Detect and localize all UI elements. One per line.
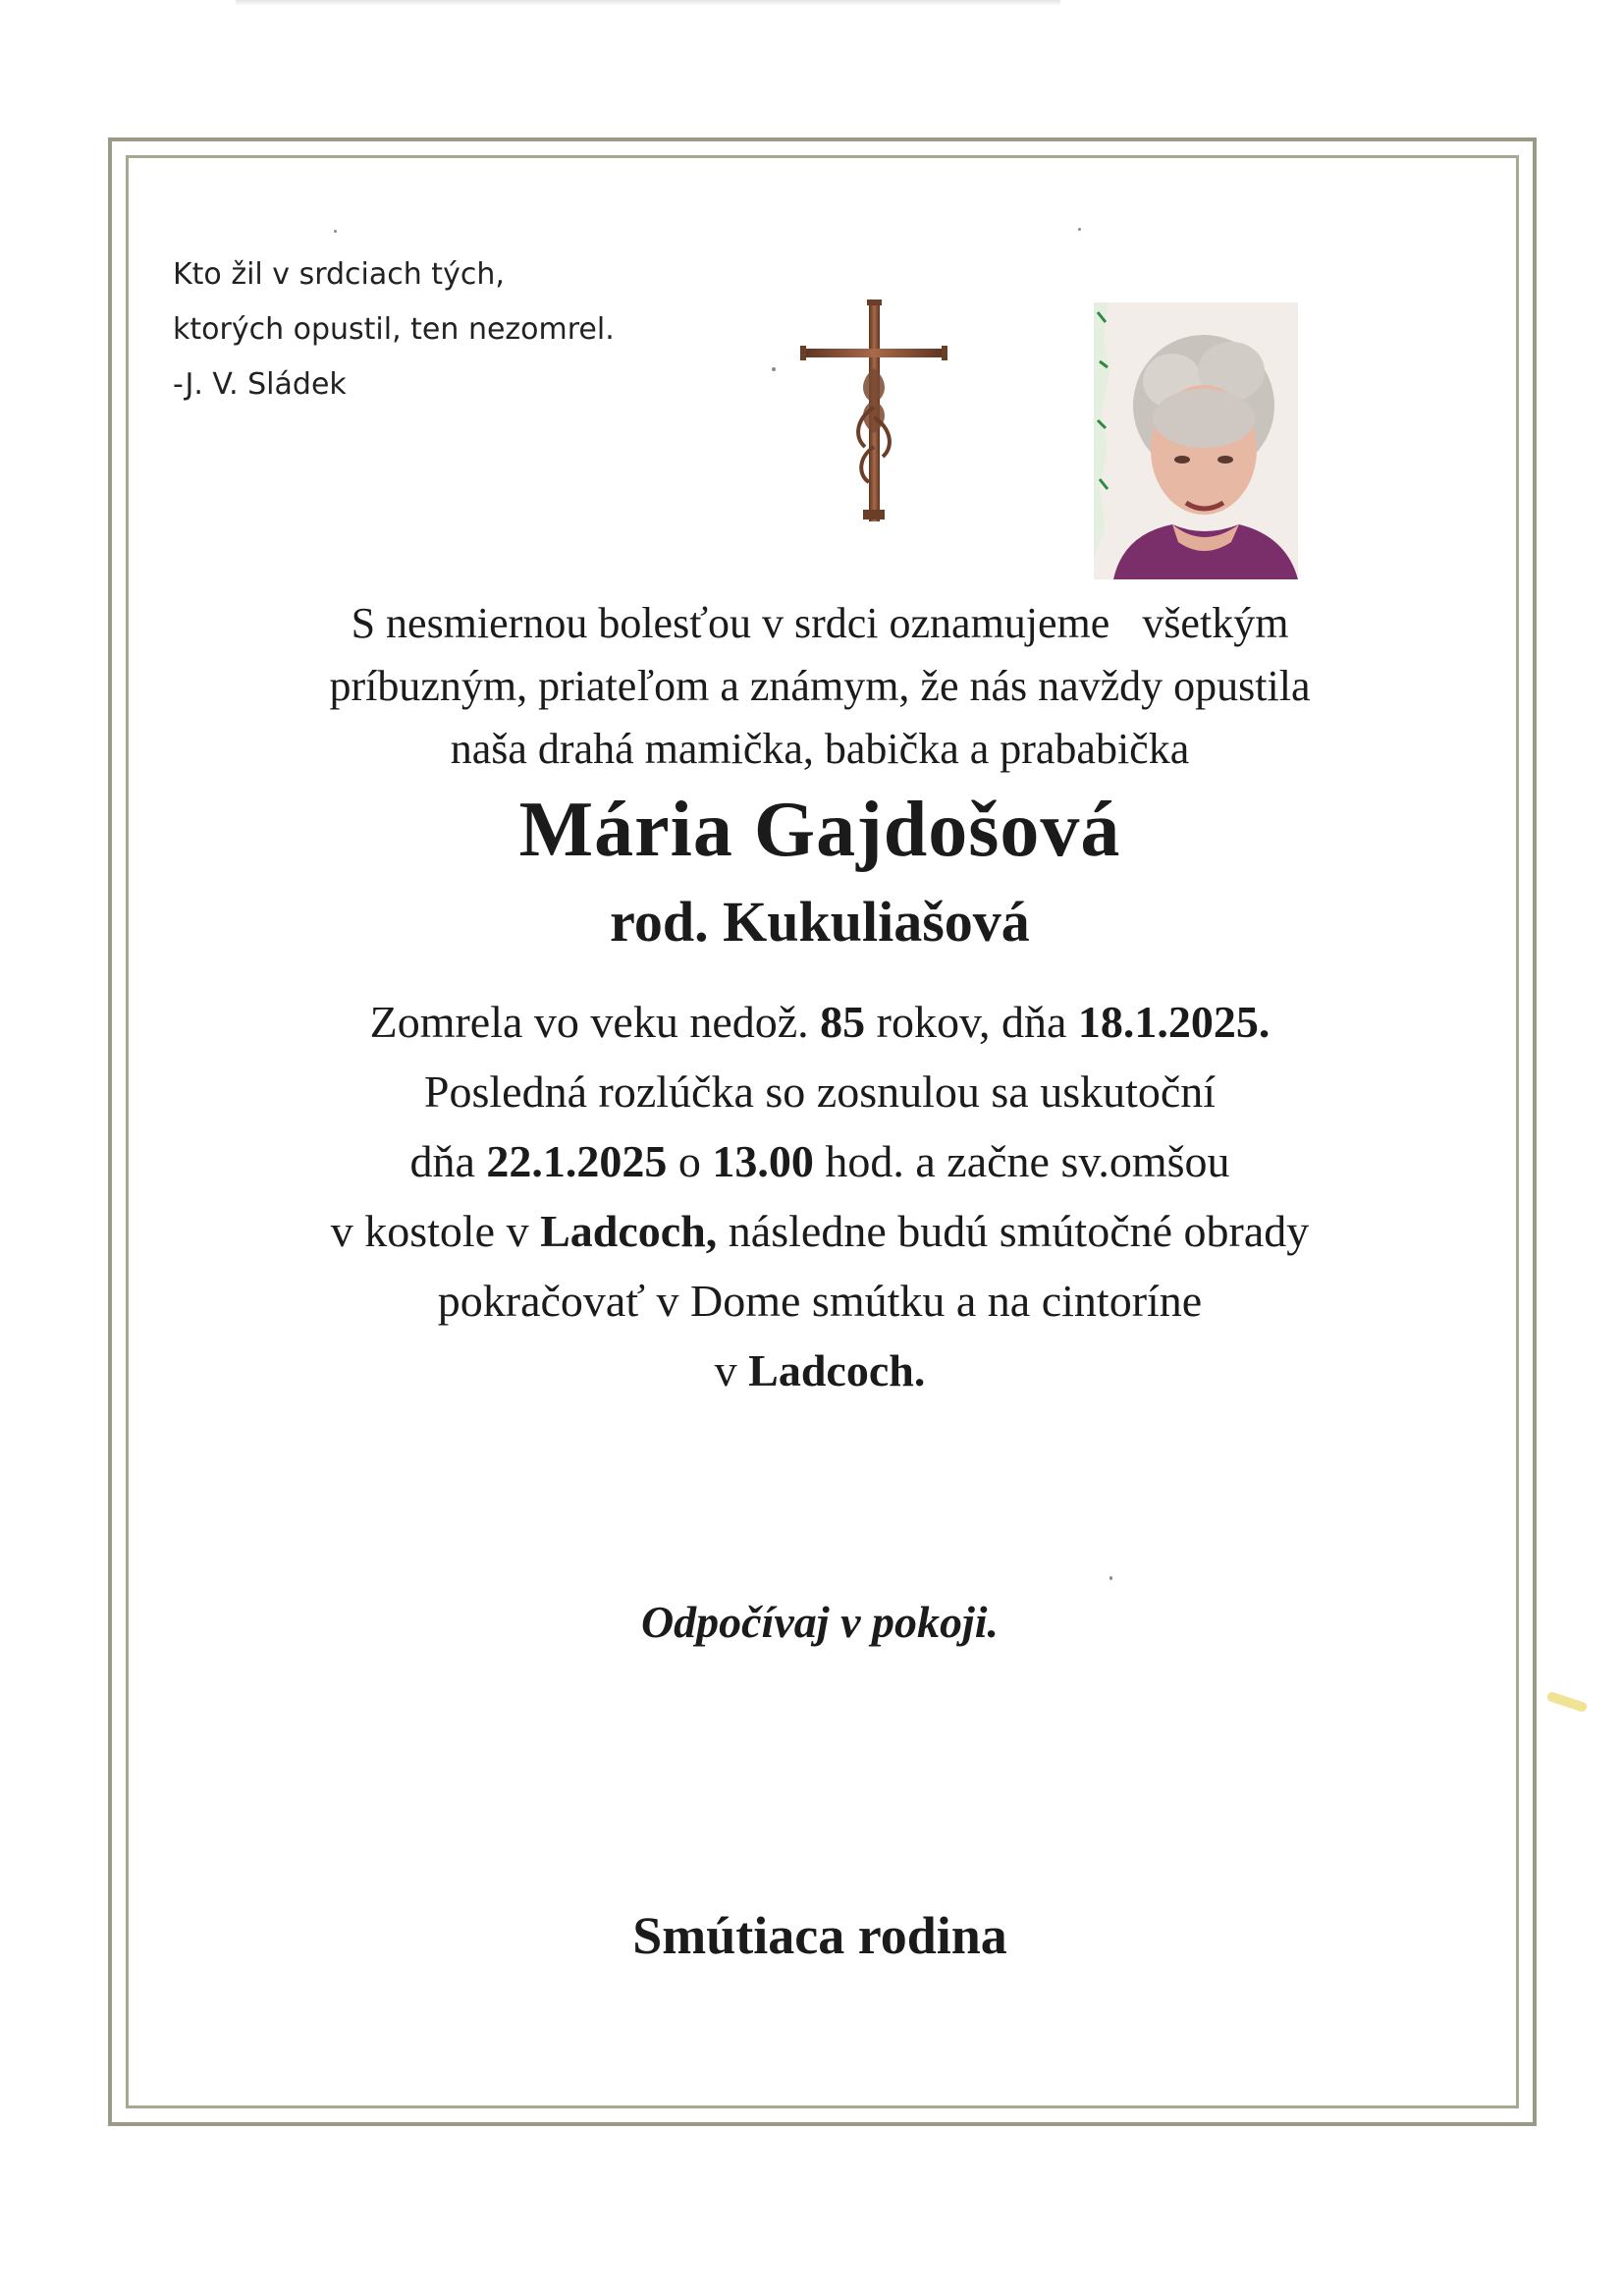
maiden-name: rod. Kukuliašová [610, 890, 1030, 954]
church-line [137, 1196, 1502, 1266]
death-info-line [137, 987, 1502, 1057]
cross-icon [800, 300, 947, 525]
scan-speck [1109, 1576, 1112, 1580]
funeral-time: 13.00 [712, 1136, 814, 1186]
text-segment: následne budú smútočné obrady [717, 1206, 1310, 1256]
quote-line: ktorých opustil, ten nezomrel. [173, 312, 615, 347]
intro-line: príbuzným, priateľom a známym, že nás navždy opustila [329, 662, 1311, 710]
text-segment: hod. a začne sv.omšou [813, 1136, 1230, 1186]
signature: Smútiaca rodina [632, 1906, 1007, 1965]
scan-speck [1078, 228, 1081, 231]
intro-line: naša drahá mamička, babička a prababička [450, 725, 1190, 773]
intro-line: S nesmiernou bolesťou v srdci oznamujeme všetkým [351, 599, 1289, 647]
announcement [137, 592, 1502, 1405]
text-segment: v kostole v [330, 1206, 541, 1256]
cemetery-place: Ladcoch. [748, 1345, 926, 1395]
portrait-photo [1094, 302, 1298, 579]
funeral-details [137, 987, 1502, 1405]
quote-author: -J. V. Sládek [173, 367, 347, 402]
scan-speck [772, 367, 776, 371]
ceremony-line: pokračovať v Dome smútku a na cintoríne [437, 1276, 1203, 1326]
farewell-line: Posledná rozlúčka so zosnulou sa uskutoční [423, 1066, 1217, 1117]
scan-mark [1545, 1691, 1588, 1713]
funeral-time-line [137, 1126, 1502, 1196]
death-date: 18.1.2025. [1077, 997, 1271, 1047]
age: 85 [820, 997, 866, 1047]
text-segment: o [667, 1136, 713, 1186]
memorial-quote [173, 247, 615, 412]
church-place: Ladcoch, [540, 1206, 718, 1256]
text-segment: rokov, dňa [865, 997, 1078, 1047]
cemetery-line [137, 1336, 1502, 1405]
scan-speck [334, 230, 337, 233]
rest-in-peace: Odpočívaj v pokoji. [640, 1597, 1000, 1647]
funeral-date: 22.1.2025 [486, 1136, 668, 1186]
scan-streak [236, 0, 1060, 6]
text-segment: dňa [409, 1136, 487, 1186]
deceased-name: Mária Gajdošová [518, 787, 1121, 873]
text-segment: v [714, 1345, 749, 1395]
text-segment: Zomrela vo veku nedož. [369, 997, 821, 1047]
quote-line: Kto žil v srdciach tých, [173, 257, 505, 292]
